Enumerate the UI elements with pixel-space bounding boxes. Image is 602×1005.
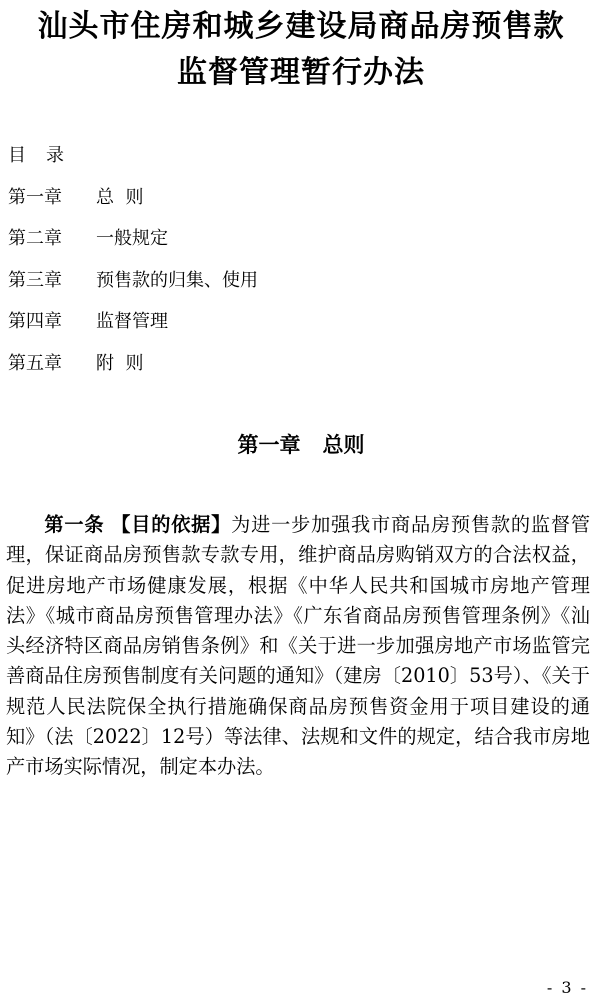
toc-item-label: 第三章 bbox=[8, 269, 62, 291]
toc-item-title: 监督管理 bbox=[96, 311, 168, 332]
article-number: 第一条 bbox=[44, 513, 105, 536]
document-title-line-2: 监督管理暂行办法 bbox=[177, 55, 425, 90]
page-number: - 3 - bbox=[546, 978, 588, 997]
article-paragraph bbox=[6, 510, 590, 783]
article-text: 为进一步加强我市商品房预售款的监督管理，保证商品房预售款专款专用，维护商品房购销双方的合法权益，促进房地产市场健康发展，根据《中华人民共和国城市房地产管理法》《城市商品房预售管理办法》《广东省商品房预售管理条例》《汕头经济特区商品房销售条例》和《关于进一步加强房地产市场监管完善商品住房预售制度有关问题的通知》（建房〔2010〕53号）、《关于规范人民法院保全执行措施确保商品房预售资金用于项目建设的通知》（法〔2022〕12号）等法律、法规和文件的规定，结合我市房地产市场实际情况，制定本办法。 bbox=[6, 513, 591, 779]
document-title-line-1: 汕头市住房和城乡建设局商品房预售款 bbox=[37, 9, 565, 44]
toc-item-label: 第四章 bbox=[8, 311, 62, 332]
toc-item-title: 一般规定 bbox=[96, 228, 168, 249]
toc-item-title: 预售款的归集、使用 bbox=[96, 269, 258, 291]
document-title bbox=[0, 4, 602, 96]
toc-item bbox=[8, 223, 408, 265]
toc-item-title: 附 则 bbox=[96, 352, 144, 374]
table-of-contents bbox=[8, 140, 408, 389]
toc-item bbox=[8, 348, 408, 390]
toc-item bbox=[8, 182, 408, 224]
toc-heading-row bbox=[8, 140, 408, 182]
toc-item-label: 第二章 bbox=[8, 228, 62, 249]
toc-item-title: 总 则 bbox=[96, 186, 144, 208]
toc-item-label: 第一章 bbox=[8, 186, 62, 208]
chapter-title: 总则 bbox=[322, 433, 365, 457]
chapter-heading bbox=[0, 428, 602, 462]
toc-item-label: 第五章 bbox=[8, 352, 62, 374]
toc-item bbox=[8, 265, 408, 307]
toc-heading: 目录 bbox=[8, 145, 84, 166]
toc-item bbox=[8, 306, 408, 348]
chapter-label: 第一章 bbox=[237, 433, 301, 457]
article-tag: 【目的依据】 bbox=[111, 513, 232, 536]
